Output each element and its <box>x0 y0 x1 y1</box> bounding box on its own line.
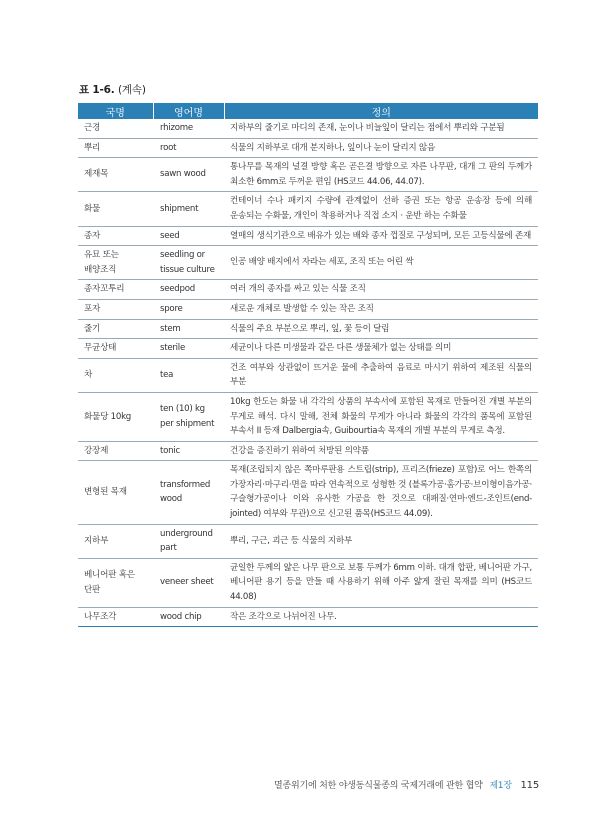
table-row <box>78 461 538 524</box>
definition-cell: 통나무를 목재의 널결 방향 혹은 곧은결 방향으로 자른 나무판, 대개 그 판의 두께가 최소한 6mm로 두꺼운 편임 (HS코드 44.06, 44.07). <box>224 158 538 192</box>
table-row <box>78 246 538 280</box>
english-name-cell: tea <box>153 358 224 392</box>
definition-cell: 뿌리, 구근, 괴근 등 식물의 지하부 <box>224 524 538 558</box>
definition-cell: 열매의 생식기관으로 배유가 있는 배와 종자 껍질로 구성되며, 모든 고등식물에 존재 <box>224 226 538 246</box>
korean-name-cell: 뿌리 <box>78 138 153 158</box>
table-row <box>78 392 538 441</box>
definition-cell: 세균이나 다른 미생물과 같은 다른 생물체가 없는 상태를 의미 <box>224 339 538 359</box>
table-caption-subtitle: (계속) <box>118 84 146 96</box>
english-name-cell: spore <box>153 299 224 319</box>
korean-name-cell: 무균상태 <box>78 339 153 359</box>
table-row <box>78 558 538 607</box>
definition-cell: 균일한 두께의 얇은 나무 판으로 보통 두께가 6mm 이하. 대개 합판, 베니어판 가구, 베니어판 용기 등을 만들 때 사용하기 위해 아주 얇게 잘린 목재를 의미 (HS코드 44.08) <box>224 558 538 607</box>
footer-title: 멸종위기에 처한 야생동식물종의 국제거래에 관한 협약 <box>273 781 483 791</box>
table-row <box>78 607 538 627</box>
korean-name-cell: 근경 <box>78 119 153 138</box>
korean-name-cell: 나무조각 <box>78 607 153 627</box>
table-header-row <box>78 103 538 119</box>
english-name-cell: sawn wood <box>153 158 224 192</box>
definition-cell: 새로운 개체로 발생할 수 있는 작은 조직 <box>224 299 538 319</box>
korean-name-cell: 차 <box>78 358 153 392</box>
table-row <box>78 299 538 319</box>
table-row <box>78 280 538 300</box>
english-name-cell: tonic <box>153 441 224 461</box>
korean-name-cell: 강장제 <box>78 441 153 461</box>
korean-name-cell: 지하부 <box>78 524 153 558</box>
definition-cell: 10kg 한도는 화물 내 각각의 상품의 부속서에 포함된 목재로 만들어진 개별 부분의 무게로 해석. 다시 말해, 전체 화물의 무게가 아니라 화물의 각각의 품목에 포함된 부속서 II 등재 Dalbergia속, Guibourtia속 목재의 개별 부분의 무게로 측정. <box>224 392 538 441</box>
definition-cell: 인공 배양 배지에서 자라는 세포, 조직 또는 어린 싹 <box>224 246 538 280</box>
header-korean-name: 국명 <box>78 103 153 119</box>
english-name-cell: rhizome <box>153 119 224 138</box>
table-row <box>78 441 538 461</box>
header-definition: 정의 <box>224 103 538 119</box>
definition-cell: 지하부의 줄기로 마디의 존재, 눈이나 비늘잎이 달리는 점에서 뿌리와 구분됨 <box>224 119 538 138</box>
definition-cell: 컨테이너 수나 패키지 수량에 관계없이 선하 증권 또는 항공 운송장 등에 의해 운송되는 수화물, 개인이 착용하거나 직접 소지 · 운반 하는 수화물 <box>224 192 538 226</box>
table-caption <box>79 82 146 97</box>
english-name-cell: seedpod <box>153 280 224 300</box>
english-name-cell: underground part <box>153 524 224 558</box>
table-caption-label: 표 1-6. <box>79 84 115 96</box>
header-english-name: 영어명 <box>153 103 224 119</box>
table-row <box>78 339 538 359</box>
korean-name-cell: 변형된 목재 <box>78 461 153 524</box>
korean-name-cell: 베니어판 혹은 단판 <box>78 558 153 607</box>
table-row <box>78 226 538 246</box>
korean-name-cell: 종자 <box>78 226 153 246</box>
table-row <box>78 524 538 558</box>
definition-cell: 식물의 지하부로 대개 분지하나, 잎이나 눈이 달리지 않음 <box>224 138 538 158</box>
korean-name-cell: 화물 <box>78 192 153 226</box>
english-name-cell: transformed wood <box>153 461 224 524</box>
korean-name-cell: 줄기 <box>78 319 153 339</box>
korean-name-cell: 종자꼬투리 <box>78 280 153 300</box>
table-row <box>78 358 538 392</box>
english-name-cell: root <box>153 138 224 158</box>
korean-name-cell: 유묘 또는 배양조직 <box>78 246 153 280</box>
english-name-cell: seedling or tissue culture <box>153 246 224 280</box>
table-row <box>78 319 538 339</box>
table-row <box>78 192 538 226</box>
english-name-cell: seed <box>153 226 224 246</box>
glossary-table <box>78 103 538 627</box>
table-row <box>78 138 538 158</box>
definition-cell: 식물의 주요 부분으로 뿌리, 잎, 꽃 등이 달림 <box>224 319 538 339</box>
definition-cell: 여러 개의 종자를 싸고 있는 식물 조직 <box>224 280 538 300</box>
english-name-cell: wood chip <box>153 607 224 627</box>
korean-name-cell: 화물당 10kg <box>78 392 153 441</box>
footer-chapter: 제1장 <box>489 781 512 791</box>
page-number: 115 <box>520 780 539 791</box>
table-row <box>78 119 538 138</box>
english-name-cell: shipment <box>153 192 224 226</box>
english-name-cell: veneer sheet <box>153 558 224 607</box>
table-row <box>78 158 538 192</box>
definition-cell: 작은 조각으로 나뉘어진 나무. <box>224 607 538 627</box>
english-name-cell: sterile <box>153 339 224 359</box>
korean-name-cell: 포자 <box>78 299 153 319</box>
definition-cell: 건강을 증진하기 위하여 처방된 의약품 <box>224 441 538 461</box>
definition-cell: 건조 여부와 상관없이 뜨거운 물에 추출하여 음료로 마시기 위하여 제조된 식물의 부분 <box>224 358 538 392</box>
definition-cell: 목재(조립되지 않은 쪽마루판용 스트립(strip), 프리즈(frieze) 포함)로 어느 한쪽의 가장자리·마구리·면을 따라 연속적으로 성형한 것 (블록가공·홈가공·브이형이음가공·구슬형가공이나 이와 유사한 가공을 한 것으로 대패질·연마·엔드-조인트(end-jointed) 여부와 무관)으로 신고된 품목(HS코드 44.09). <box>224 461 538 524</box>
korean-name-cell: 제재목 <box>78 158 153 192</box>
english-name-cell: ten (10) kg per shipment <box>153 392 224 441</box>
page-footer <box>274 778 539 791</box>
english-name-cell: stem <box>153 319 224 339</box>
